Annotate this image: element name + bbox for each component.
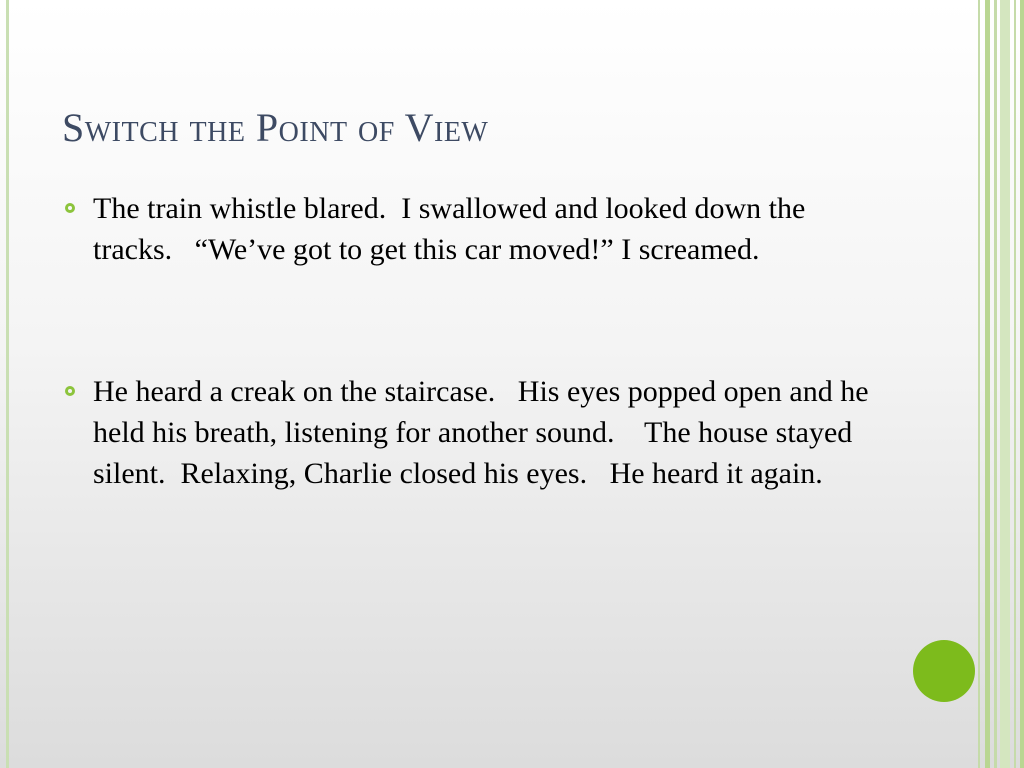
right-decorative-stripe xyxy=(1014,0,1016,768)
slide-title: Switch the Point of View xyxy=(62,105,489,150)
right-decorative-stripe xyxy=(978,0,980,768)
right-decorative-stripe xyxy=(1000,0,1010,768)
right-decorative-stripe xyxy=(985,0,990,768)
right-decorative-stripe xyxy=(994,0,997,768)
left-decorative-line xyxy=(6,0,9,768)
bullet-item xyxy=(62,371,882,494)
bullet-item xyxy=(62,188,882,270)
bullet-text: He heard a creak on the staircase. His eyes popped open and he held his breath, listening for another sound. The house stayed silent. Relaxing, Charlie closed his eyes. He heard it again. xyxy=(93,375,869,490)
right-decorative-stripe xyxy=(1020,0,1024,768)
bullet-text: The train whistle blared. I swallowed and looked down the tracks. “We’ve got to get this car moved!” I screamed. xyxy=(93,192,806,266)
green-circle-accent-icon xyxy=(913,640,975,702)
bullet-list xyxy=(62,188,882,494)
bullet-ring-icon xyxy=(65,203,75,213)
bullet-ring-icon xyxy=(65,386,75,396)
